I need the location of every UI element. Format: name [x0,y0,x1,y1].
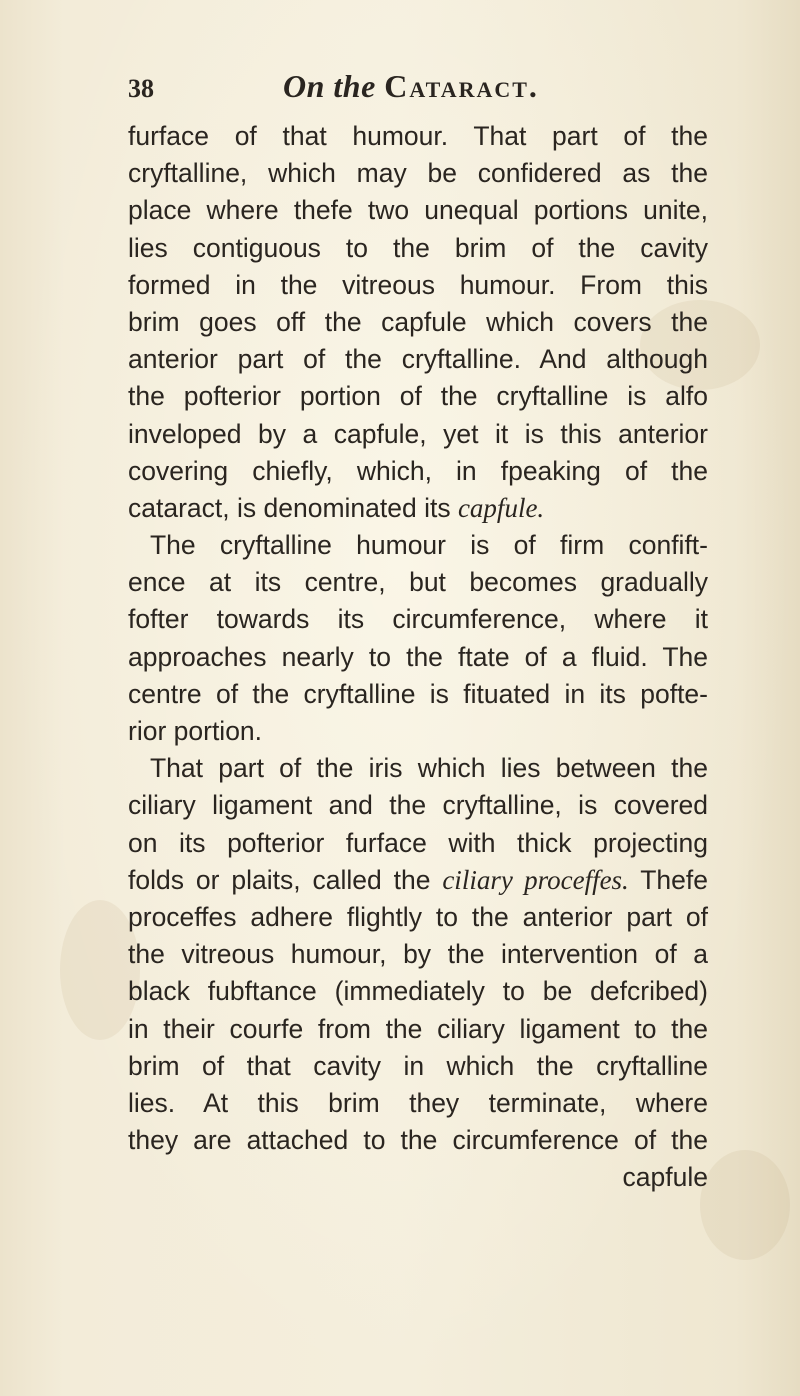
text-line: ence at its centre, but becomes gradually [128,567,708,598]
text-line: That part of the iris which lies between the [150,753,708,784]
text-line: ciliary ligament and the cryftalline, is covered [128,790,708,821]
body-text [128,118,708,1196]
text-line: covering chiefly, which, in fpeaking of the [128,455,708,486]
text-line: rior portion. [128,716,263,746]
text-line: lies contiguous to the brim of the cavity [128,232,708,263]
running-head [283,68,539,105]
running-head-prefix: On the [283,68,376,104]
text-line: centre of the cryftalline is fituated in its pofte- [128,678,708,709]
text-line: brim goes off the capfule which covers the [128,306,708,337]
text-line: The cryftalline humour is of firm confift- [150,530,708,561]
text-line: the vitreous humour, by the intervention of a [128,939,708,970]
running-head-title: Cataract. [384,68,539,104]
text-run: folds or plaits, called the [128,864,443,895]
text-line: formed in the vitreous humour. From this [128,269,708,300]
text-run: cataract, is denominated its [128,492,458,523]
text-line: anterior part of the cryftalline. And although [128,344,708,375]
page-number: 38 [128,74,154,103]
text-line: black fubftance (immediately to be defcribed) [128,976,708,1007]
text-line: the pofterior portion of the cryftalline is alfo [128,381,708,412]
page-header [128,68,728,112]
text-run: Thefe [628,864,708,895]
text-line: they are attached to the circumference of the [128,1125,708,1156]
text-line: on its pofterior furface with thick projecting [128,827,708,858]
text-line: approaches nearly to the ftate of a fluid. The [128,641,708,672]
text-line: proceffes adhere flightly to the anterior part of [128,901,708,932]
catchword: capfule [622,1162,708,1193]
text-line [128,490,708,527]
text-line: cryftalline, which may be confidered as the [128,158,708,189]
text-line [128,862,708,899]
text-line: in their courfe from the ciliary ligament to the [128,1013,708,1044]
text-line: inveloped by a capfule, yet it is this anterior [128,418,708,449]
text-line: place where thefe two unequal portions unite, [128,195,708,226]
italic-term: ciliary proceffes. [442,864,629,895]
text-line: lies. At this brim they terminate, where [128,1087,708,1118]
italic-term: capfule. [457,492,545,523]
text-line: brim of that cavity in which the cryftalline [128,1050,708,1081]
text-line: fofter towards its circumference, where it [128,604,708,635]
paper-stain [700,1150,790,1260]
text-line: furface of that humour. That part of the [128,121,708,151]
